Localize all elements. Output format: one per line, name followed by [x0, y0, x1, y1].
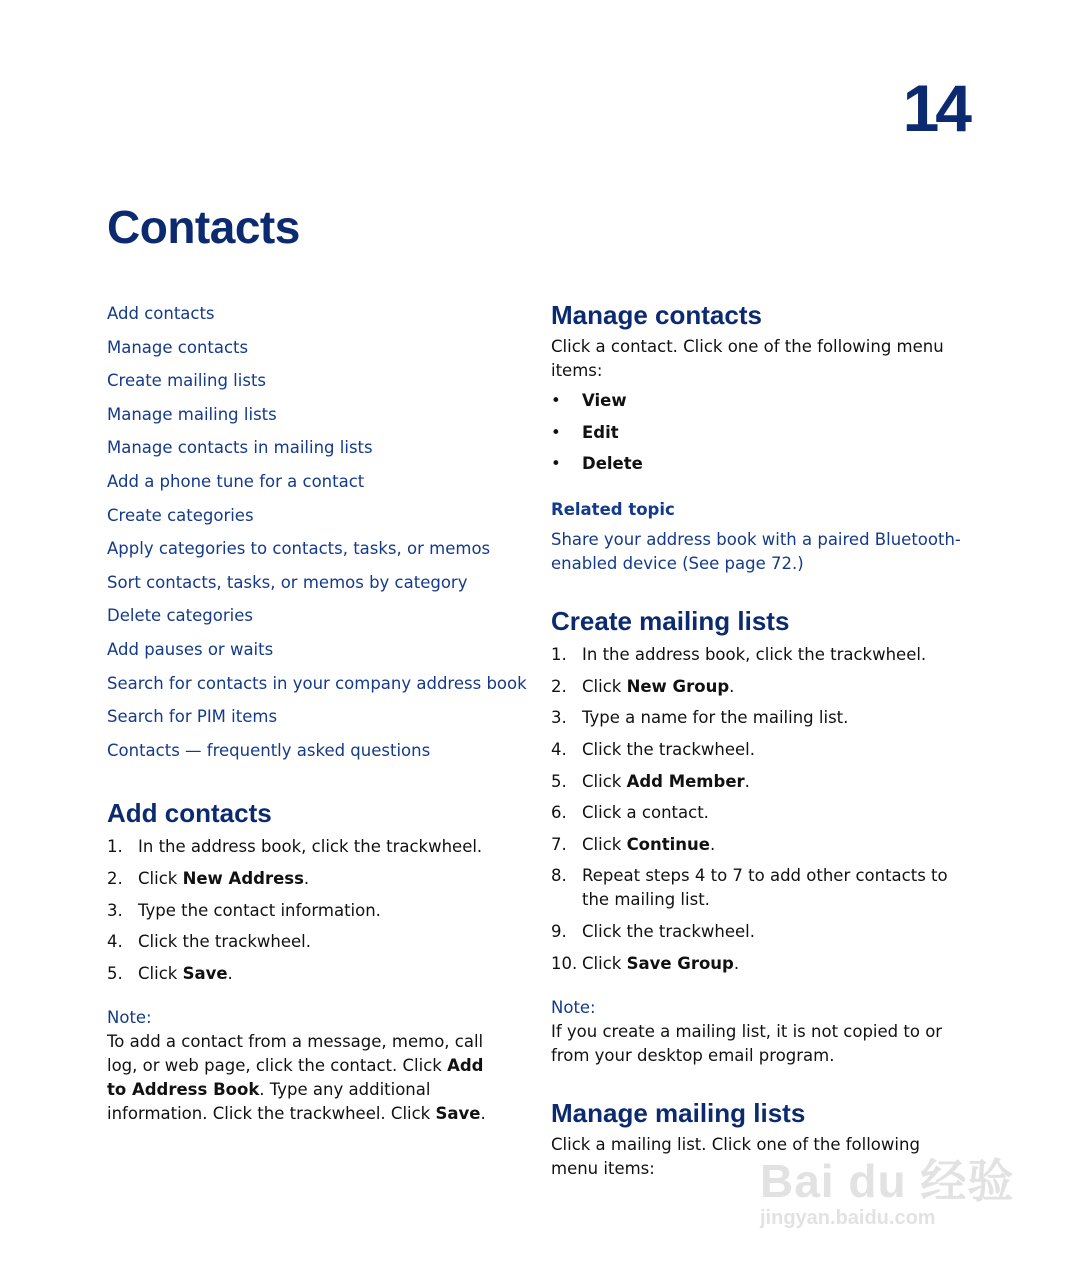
note-label: Note:: [551, 997, 596, 1017]
step-number: 1.: [107, 837, 123, 857]
note-label: Note:: [107, 1007, 152, 1027]
manage-contacts-section: [551, 300, 971, 576]
toc-link[interactable]: Search for PIM items: [107, 707, 278, 727]
left-column: [107, 300, 527, 1126]
section-heading: Manage mailing lists: [551, 1097, 806, 1128]
step-number: 3.: [107, 900, 123, 920]
step-item: 2. Click New Address.: [107, 867, 507, 891]
step-item: 8. Repeat steps 4 to 7 to add other contacts to the mailing list.: [551, 866, 948, 910]
create-mailing-lists-section: [551, 606, 971, 1067]
related-topic-link[interactable]: Share your address book with a paired Bluetooth-enabled device (See page 72.): [551, 530, 961, 574]
toc-link[interactable]: Add contacts: [107, 304, 215, 323]
step-number: 6.: [551, 803, 567, 823]
step-number: 4.: [107, 932, 123, 952]
menu-item-name: • View: [551, 389, 971, 413]
toc-link[interactable]: Delete categories: [107, 606, 253, 626]
step-number: 2.: [107, 868, 123, 888]
step-item: 2. Click New Group.: [551, 675, 971, 699]
step-item: 7. Click Continue.: [551, 833, 971, 857]
section-intro: Click a mailing list. Click one of the following menu items:: [551, 1134, 920, 1178]
ui-command: Save Group: [626, 953, 734, 973]
toc-link[interactable]: Sort contacts, tasks, or memos by category: [107, 572, 468, 592]
step-item: 5. Click Add Member.: [551, 770, 971, 794]
toc-link[interactable]: Manage mailing lists: [107, 404, 277, 424]
toc-link[interactable]: Create categories: [107, 505, 254, 525]
step-number: 9.: [551, 921, 567, 941]
step-item: 5. Click Save.: [107, 962, 507, 986]
toc-link[interactable]: Apply categories to contacts, tasks, or memos: [107, 539, 491, 559]
menu-items-list: [551, 389, 971, 476]
create-mailing-lists-steps: [551, 643, 971, 975]
ui-command: Save: [182, 963, 228, 983]
watermark-url: jingyan.baidu.com: [760, 1207, 936, 1229]
section-heading: Create mailing lists: [551, 606, 790, 637]
note-text: To add a contact from a message, memo, call log, or web page, click the contact. Click Add to Address Book. Type any additional information. Click the trackwheel. Click Save.: [107, 1031, 486, 1123]
section-heading: Add contacts: [107, 798, 272, 829]
chapter-toc: [107, 300, 527, 770]
step-item: 3. Type the contact information.: [107, 899, 507, 923]
toc-link[interactable]: Manage contacts in mailing lists: [107, 438, 373, 458]
toc-link[interactable]: Search for contacts in your company address book: [107, 673, 527, 693]
right-column: [551, 300, 971, 1187]
toc-link[interactable]: Create mailing lists: [107, 371, 267, 391]
watermark-brand: Bai du 经验: [760, 1155, 1015, 1207]
step-item: 3. Type a name for the mailing list.: [551, 706, 971, 730]
step-number: 5.: [107, 963, 123, 983]
step-number: 2.: [551, 676, 567, 696]
toc-link[interactable]: Add pauses or waits: [107, 639, 274, 659]
baidu-watermark: [760, 1145, 1020, 1230]
note-text: If you create a mailing list, it is not copied to or from your desktop email program.: [551, 1021, 943, 1065]
add-contacts-section: [107, 798, 507, 1125]
step-item: 6. Click a contact.: [551, 801, 971, 825]
step-item: 4. Click the trackwheel.: [551, 738, 971, 762]
step-number: 10.: [551, 953, 578, 973]
section-heading: Manage contacts: [551, 300, 762, 330]
toc-link[interactable]: Contacts — frequently asked questions: [107, 740, 431, 760]
chapter-number: 14: [902, 71, 968, 145]
step-number: 4.: [551, 739, 567, 759]
step-number: 1.: [551, 645, 567, 665]
step-item: 4. Click the trackwheel.: [107, 930, 507, 954]
step-number: 7.: [551, 834, 567, 854]
step-item: 1. In the address book, click the trackwheel.: [551, 643, 971, 667]
toc-link[interactable]: Manage contacts: [107, 337, 249, 357]
add-contacts-steps: [107, 835, 507, 985]
menu-item-name: • Edit: [551, 421, 971, 445]
step-item: 9. Click the trackwheel.: [551, 920, 971, 944]
page-title: Contacts: [107, 201, 300, 253]
ui-command: Continue: [626, 834, 710, 854]
section-intro: Click a contact. Click one of the following menu items:: [551, 337, 944, 380]
ui-command: New Group: [626, 676, 730, 696]
step-item: 10. Click Save Group.: [551, 952, 971, 976]
step-number: 3.: [551, 708, 567, 728]
step-item: 1. In the address book, click the trackwheel.: [107, 835, 507, 859]
step-number: 8.: [551, 866, 567, 886]
menu-item-name: • Delete: [551, 452, 971, 476]
ui-command: Add Member: [626, 771, 745, 791]
toc-link[interactable]: Add a phone tune for a contact: [107, 471, 365, 491]
step-number: 5.: [551, 771, 567, 791]
ui-command: New Address: [182, 868, 304, 888]
related-topic-label: Related topic: [551, 500, 675, 520]
